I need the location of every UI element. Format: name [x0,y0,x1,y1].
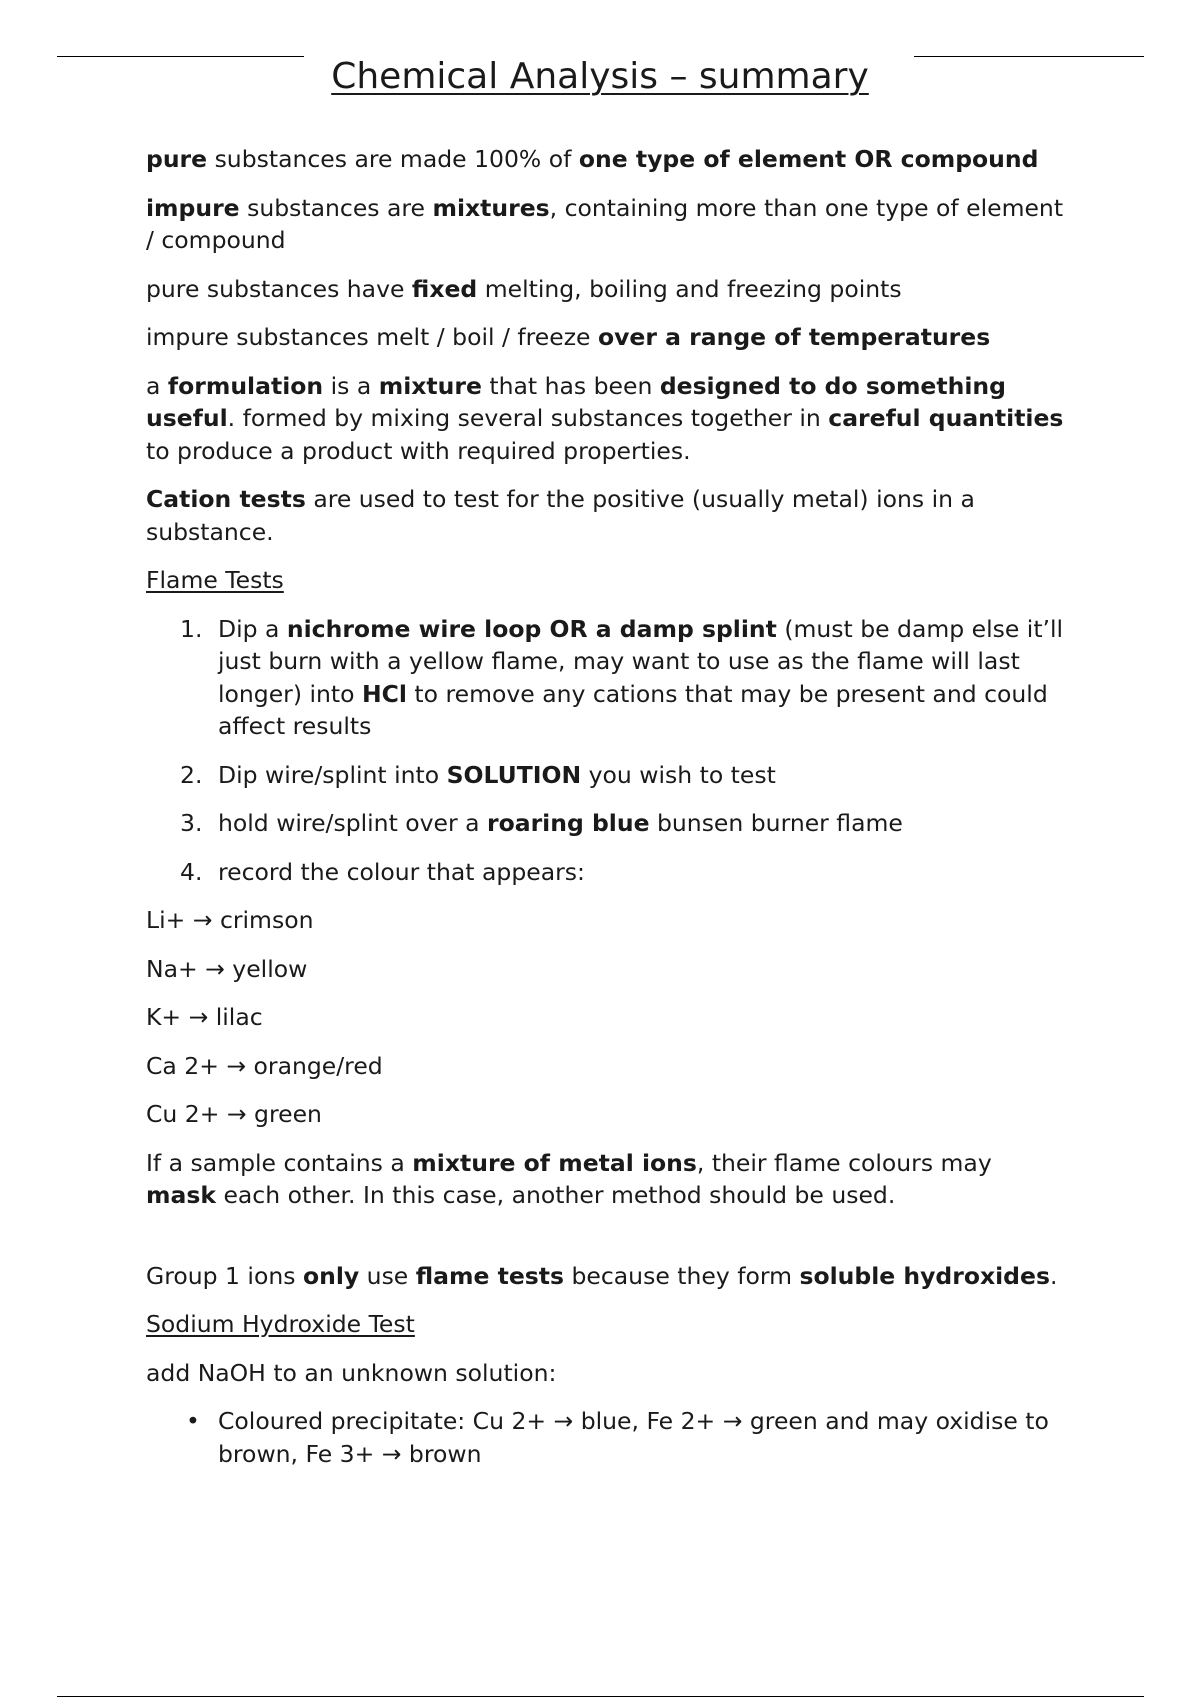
section-heading-sodium-hydroxide: Sodium Hydroxide Test [146,1310,415,1338]
flame-colour-calcium: Ca 2+ → orange/red [146,1051,383,1080]
paragraph-impure: impure substances are mixtures, containing more than one type of element / compound [146,193,1064,254]
paragraph-formulation: a formulation is a mixture that has been designed to do something useful. formed by mixing several substances together in careful quantities to produce a product with required properties. [146,371,1064,465]
paragraph-impure-range: impure substances melt / boil / freeze over a range of temperatures [146,323,991,351]
list-item: 3. hold wire/splint over a roaring blue bunsen burner flame [180,809,903,837]
flame-colour-lithium: Li+ → crimson [146,906,314,934]
flame-colour-potassium: K+ → lilac [146,1003,263,1031]
page-title: Chemical Analysis – summary [331,56,869,97]
section-heading-flame-tests: Flame Tests [146,566,284,594]
flame-colour-copper: Cu 2+ → green [146,1100,322,1128]
paragraph-naoh-intro: add NaOH to an unknown solution: [146,1358,557,1387]
list-item: 1. Dip a nichrome wire loop OR a damp splint (must be damp else it’ll just burn with a yellow flame, may want to use as the flame will last longer) into HCl to remove any cations that may be present and could affect results [180,614,1064,740]
paragraph-group1-note: Group 1 ions only use flame tests because they form soluble hydroxides. [146,1261,1058,1290]
document-body [146,143,1066,1486]
footer-rule [57,1696,1144,1697]
list-item: 4. record the colour that appears: [180,857,585,886]
naoh-results-list [146,1405,1066,1470]
list-item: 2. Dip wire/splint into SOLUTION you wish to test [180,760,776,789]
paragraph-cation-tests: Cation tests are used to test for the positive (usually metal) ions in a substance. [146,485,975,546]
paragraph-pure-fixed-points: pure substances have fixed melting, boiling and freezing points [146,274,902,303]
flame-test-steps [146,613,1066,889]
blank-line [146,1228,1066,1260]
paragraph-pure: pure substances are made 100% of one type of element OR compound [146,145,1039,173]
list-item: • Coloured precipitate: Cu 2+ → blue, Fe 2+ → green and may oxidise to brown, Fe 3+ → brown [186,1407,1049,1468]
paragraph-mixture-note: If a sample contains a mixture of metal ions, their flame colours may mask each other. In this case, another method should be used. [146,1148,992,1209]
flame-colour-sodium: Na+ → yellow [146,954,308,983]
